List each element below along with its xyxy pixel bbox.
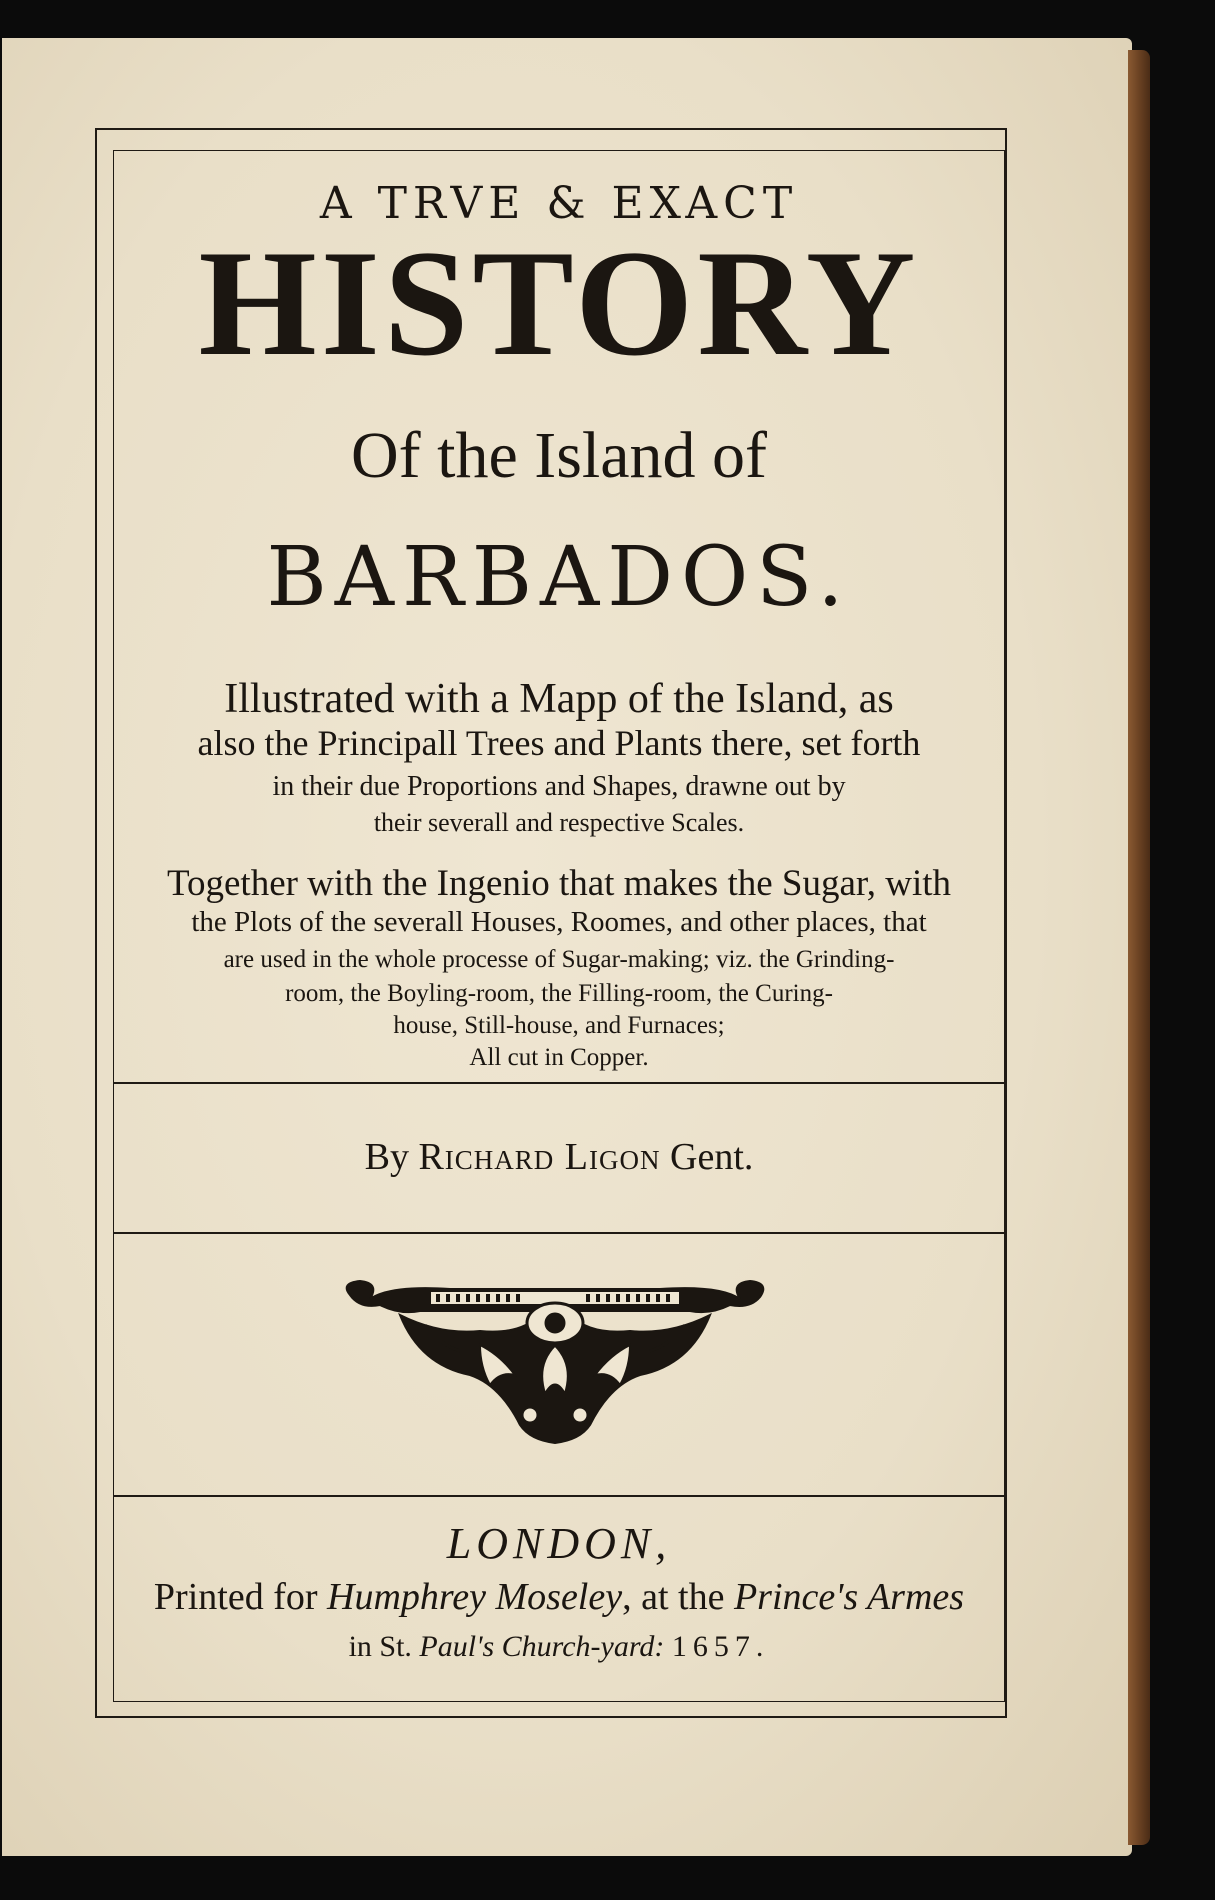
title-of-the-island: Of the Island of: [350, 419, 768, 492]
author-suffix: Gent.: [670, 1136, 754, 1178]
together-line-3: are used in the whole processe of Sugar-making; viz. the Grinding-: [223, 946, 895, 973]
imprint-year: 1657.: [671, 1630, 770, 1663]
divider-rule-2: [113, 1232, 1005, 1234]
title-line-true-exact: A TRVE & EXACT: [319, 178, 799, 229]
divider-rule-3: [113, 1495, 1005, 1497]
imprint-printed-for: Printed for: [153, 1576, 318, 1618]
fleuron-headpiece-icon: [330, 1275, 780, 1445]
divider-rule-1: [113, 1082, 1005, 1084]
title-history: HISTORY: [198, 219, 920, 387]
together-line-5: house, Still-house, and Furnaces;: [393, 1012, 725, 1039]
imprint-place-line: [113, 1630, 1005, 1664]
title-barbados: BARBADOS.: [266, 530, 852, 625]
imprint-at: , at the: [622, 1576, 725, 1618]
together-line-2: the Plots of the severall Houses, Roomes, and other places, that: [191, 906, 927, 938]
page-edge: [1128, 50, 1150, 1845]
illustrated-line-2: also the Principall Trees and Plants there, set forth: [197, 723, 921, 763]
imprint-sign: Prince's Armes: [733, 1576, 965, 1618]
together-line-6: All cut in Copper.: [469, 1044, 649, 1071]
author-by: By: [364, 1136, 409, 1178]
illustrated-line-1: Illustrated with a Mapp of the Island, as: [224, 676, 894, 722]
illustrated-line-3: in their due Proportions and Shapes, drawne out by: [272, 771, 846, 802]
author-name: Richard Ligon: [418, 1136, 661, 1178]
illustrated-line-4: their severall and respective Scales.: [373, 808, 745, 837]
imprint-printed-line: [113, 1575, 1005, 1619]
together-line-4: room, the Boyling-room, the Filling-room, the Curing-: [285, 980, 833, 1007]
imprint-city: LONDON,: [446, 1519, 672, 1568]
author-line: [113, 1135, 1005, 1179]
together-line-1: Together with the Ingenio that makes the Sugar, with: [166, 863, 952, 904]
imprint-place: Paul's Church-yard:: [419, 1630, 665, 1663]
imprint-publisher: Humphrey Moseley: [327, 1576, 623, 1618]
imprint-in: in St.: [348, 1630, 412, 1663]
